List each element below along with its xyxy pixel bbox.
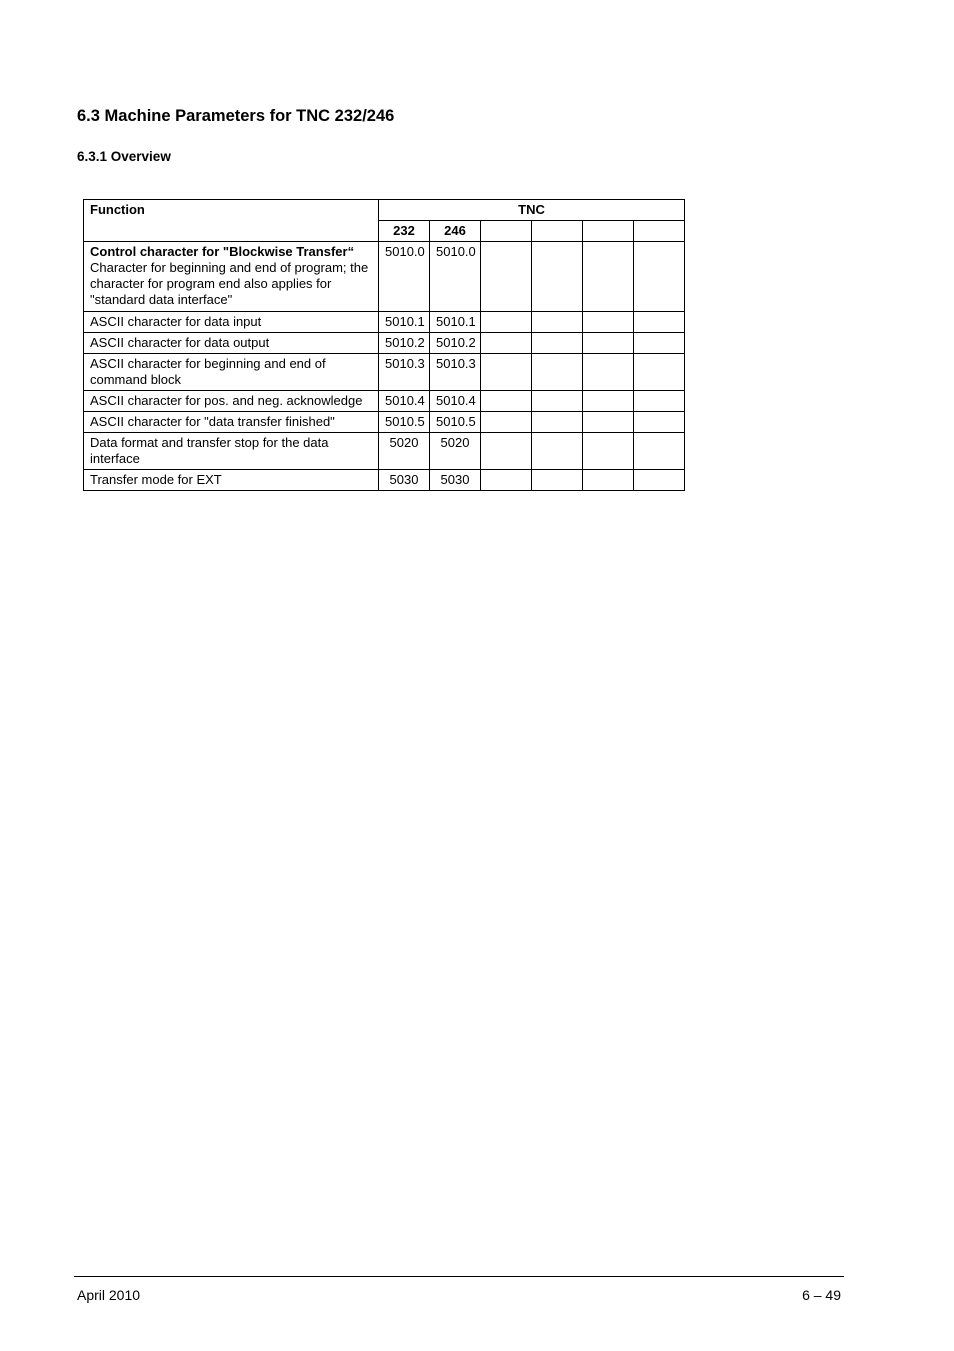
empty-cell bbox=[532, 354, 583, 391]
empty-cell bbox=[583, 412, 634, 433]
subsection-title: 6.3.1 Overview bbox=[77, 149, 171, 164]
function-bold-label: Control character for "Blockwise Transfer“ bbox=[90, 244, 355, 259]
empty-cell bbox=[583, 433, 634, 470]
header-col-empty bbox=[634, 221, 685, 242]
empty-cell bbox=[532, 433, 583, 470]
empty-cell bbox=[583, 312, 634, 333]
value-232: 5030 bbox=[379, 470, 430, 491]
empty-cell bbox=[583, 354, 634, 391]
function-cell: Transfer mode for EXT bbox=[84, 470, 379, 491]
footer-divider bbox=[74, 1276, 844, 1277]
value-232: 5020 bbox=[379, 433, 430, 470]
empty-cell bbox=[634, 433, 685, 470]
empty-cell bbox=[481, 242, 532, 312]
function-cell: ASCII character for "data transfer finished" bbox=[84, 412, 379, 433]
header-col-empty bbox=[481, 221, 532, 242]
table-row bbox=[84, 433, 685, 470]
empty-cell bbox=[634, 312, 685, 333]
function-cell: ASCII character for beginning and end of command block bbox=[84, 354, 379, 391]
table-row bbox=[84, 354, 685, 391]
empty-cell bbox=[583, 391, 634, 412]
empty-cell bbox=[481, 470, 532, 491]
empty-cell bbox=[481, 312, 532, 333]
header-tnc: TNC bbox=[379, 200, 685, 221]
empty-cell bbox=[634, 242, 685, 312]
value-246: 5010.0 bbox=[430, 242, 481, 312]
table-row bbox=[84, 312, 685, 333]
value-246: 5020 bbox=[430, 433, 481, 470]
value-246: 5010.4 bbox=[430, 391, 481, 412]
value-232: 5010.3 bbox=[379, 354, 430, 391]
empty-cell bbox=[583, 470, 634, 491]
empty-cell bbox=[532, 242, 583, 312]
empty-cell bbox=[634, 470, 685, 491]
table-row bbox=[84, 412, 685, 433]
value-246: 5010.1 bbox=[430, 312, 481, 333]
value-232: 5010.4 bbox=[379, 391, 430, 412]
value-232: 5010.0 bbox=[379, 242, 430, 312]
header-col-empty bbox=[532, 221, 583, 242]
function-cell: ASCII character for pos. and neg. acknowledge bbox=[84, 391, 379, 412]
empty-cell bbox=[532, 470, 583, 491]
empty-cell bbox=[583, 333, 634, 354]
footer-page-number: 6 – 49 bbox=[802, 1287, 841, 1303]
value-246: 5010.3 bbox=[430, 354, 481, 391]
empty-cell bbox=[634, 391, 685, 412]
empty-cell bbox=[532, 333, 583, 354]
empty-cell bbox=[481, 391, 532, 412]
empty-cell bbox=[532, 312, 583, 333]
value-232: 5010.2 bbox=[379, 333, 430, 354]
function-cell: ASCII character for data output bbox=[84, 333, 379, 354]
header-col-246: 246 bbox=[430, 221, 481, 242]
empty-cell bbox=[634, 354, 685, 391]
empty-cell bbox=[481, 412, 532, 433]
empty-cell bbox=[481, 333, 532, 354]
value-246: 5030 bbox=[430, 470, 481, 491]
value-232: 5010.5 bbox=[379, 412, 430, 433]
table-row bbox=[84, 391, 685, 412]
table-row bbox=[84, 470, 685, 491]
function-cell bbox=[84, 242, 379, 312]
empty-cell bbox=[481, 354, 532, 391]
table-row bbox=[84, 242, 685, 312]
header-function: Function bbox=[84, 200, 379, 242]
header-col-empty bbox=[583, 221, 634, 242]
footer-date: April 2010 bbox=[77, 1287, 141, 1303]
table-row bbox=[84, 333, 685, 354]
value-246: 5010.2 bbox=[430, 333, 481, 354]
empty-cell bbox=[583, 242, 634, 312]
section-title: 6.3 Machine Parameters for TNC 232/246 bbox=[77, 107, 395, 125]
value-232: 5010.1 bbox=[379, 312, 430, 333]
function-description: Character for beginning and end of program; the character for program end also applies for "standard data interface" bbox=[90, 260, 369, 307]
header-col-232: 232 bbox=[379, 221, 430, 242]
empty-cell bbox=[481, 433, 532, 470]
empty-cell bbox=[634, 412, 685, 433]
empty-cell bbox=[532, 412, 583, 433]
function-cell: Data format and transfer stop for the data interface bbox=[84, 433, 379, 470]
empty-cell bbox=[532, 391, 583, 412]
value-246: 5010.5 bbox=[430, 412, 481, 433]
empty-cell bbox=[634, 333, 685, 354]
machine-parameters-table bbox=[83, 199, 685, 491]
function-cell: ASCII character for data input bbox=[84, 312, 379, 333]
